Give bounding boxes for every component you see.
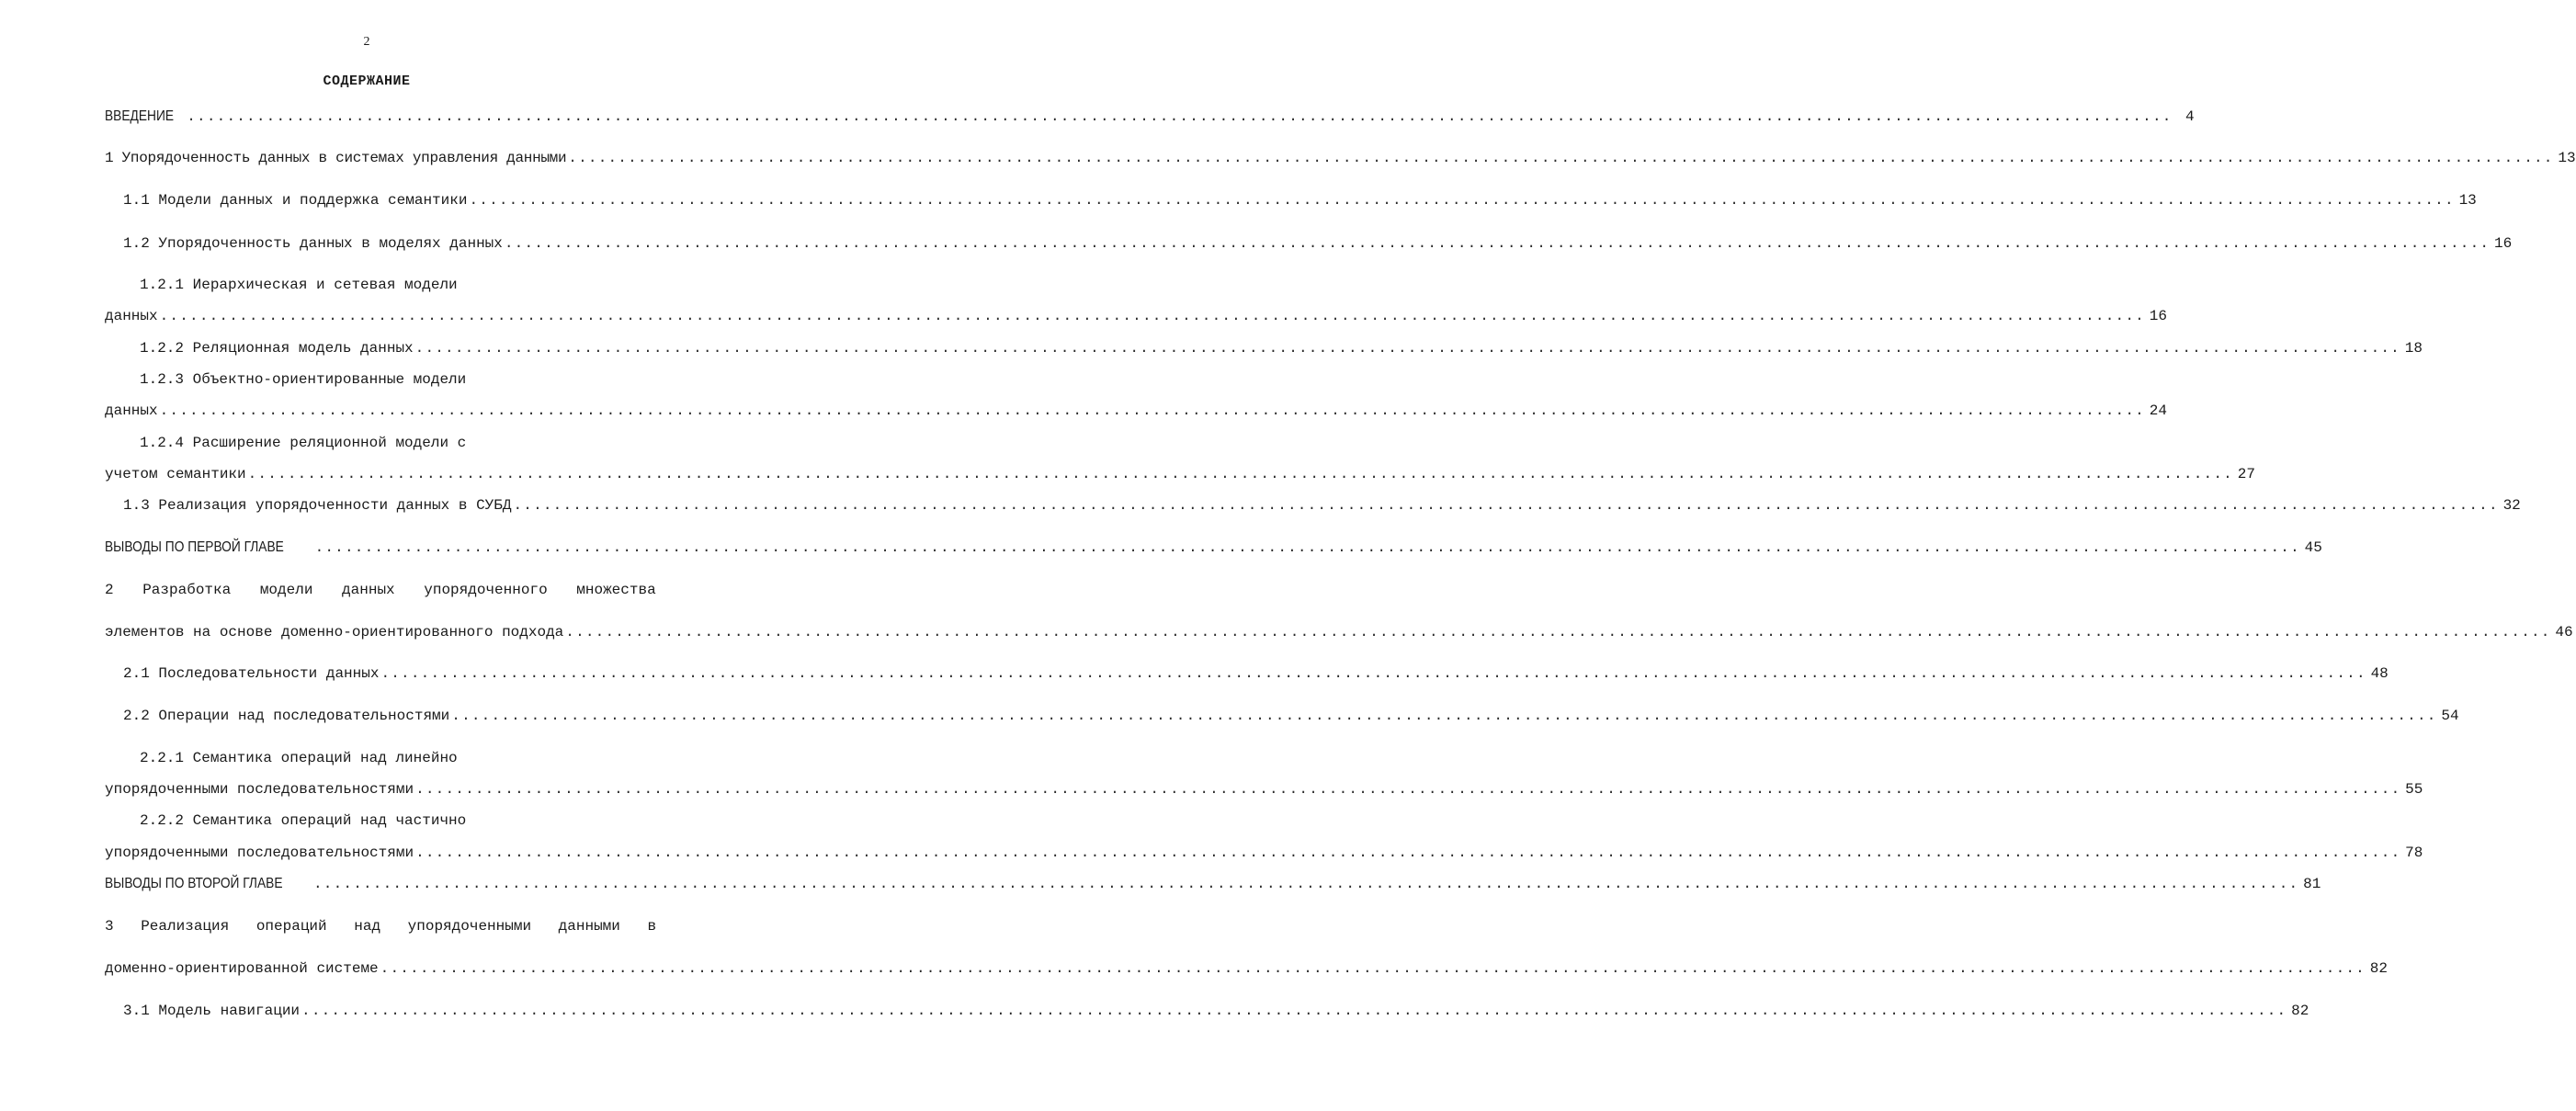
toc-page: 4 bbox=[2184, 108, 2195, 125]
page-number: 2 bbox=[363, 35, 370, 49]
toc-entry-section-1-2-1[interactable] bbox=[105, 306, 2167, 326]
dot-leader: ........................................................................................................................................................................................................ bbox=[415, 781, 2401, 798]
dot-leader: ........................................................................................................................................................................................................ bbox=[187, 108, 2173, 125]
toc-page: 13 bbox=[2558, 150, 2576, 166]
toc-entry-section-2-2[interactable] bbox=[123, 706, 2459, 726]
toc-entry-section-1-2-4-line1: 1.2.4 Расширение реляционной модели с bbox=[140, 435, 467, 451]
toc-entry-section-1-2-4[interactable] bbox=[105, 464, 2255, 484]
toc-page: 82 bbox=[2291, 1003, 2309, 1019]
toc-page: 45 bbox=[2304, 539, 2322, 556]
toc-label: доменно-ориентированной системе bbox=[105, 960, 379, 977]
toc-label: данных bbox=[105, 308, 158, 324]
toc-label: упорядоченными последовательностями bbox=[105, 845, 414, 861]
toc-label: элементов на основе доменно-ориентированного подхода bbox=[105, 624, 564, 641]
toc-entry-section-3-1[interactable] bbox=[123, 1001, 2309, 1021]
toc-entry-chapter-2-line1: 2 Разработка модели данных упорядоченного множества bbox=[105, 582, 656, 598]
toc-entry-section-2-2-1[interactable] bbox=[105, 779, 2423, 799]
toc-page: 54 bbox=[2441, 708, 2459, 724]
toc-label: 1 Упорядоченность данных в системах управления данными bbox=[105, 150, 567, 166]
toc-page: 46 bbox=[2555, 624, 2573, 641]
toc-label: 2.1 Последовательности данных bbox=[123, 665, 380, 682]
toc-page: 27 bbox=[2237, 466, 2255, 482]
toc-entry-conclusions-1[interactable] bbox=[105, 538, 2322, 558]
dot-leader: ........................................................................................................................................................................................................ bbox=[414, 340, 2400, 357]
toc-page: 82 bbox=[2369, 960, 2388, 977]
toc-entry-section-2-2-2-line1: 2.2.2 Семантика операций над частично bbox=[140, 812, 467, 829]
toc-entry-section-1-1[interactable] bbox=[123, 190, 2477, 210]
toc-entry-section-1-2[interactable] bbox=[123, 233, 2513, 254]
toc-label: данных bbox=[105, 402, 158, 419]
dot-leader: ........................................................................................................................................................................................................ bbox=[380, 960, 2366, 977]
dot-leader: ........................................................................................................................................................................................................ bbox=[159, 308, 2145, 324]
toc-entry-chapter-1[interactable] bbox=[105, 148, 2576, 168]
dot-leader: ........................................................................................................................................................................................................ bbox=[451, 708, 2437, 724]
toc-page: 32 bbox=[2502, 497, 2521, 514]
toc-entry-conclusions-2[interactable] bbox=[105, 874, 2321, 894]
toc-page: 16 bbox=[2493, 235, 2513, 252]
toc-entry-section-2-1[interactable] bbox=[123, 663, 2389, 684]
toc-label: ВЫВОДЫ ПО ПЕРВОЙ ГЛАВЕ bbox=[105, 539, 284, 555]
dot-leader: ........................................................................................................................................................................................................ bbox=[159, 402, 2145, 419]
dot-leader: ........................................................................................................................................................................................................ bbox=[301, 1003, 2287, 1019]
toc-label: упорядоченными последовательностями bbox=[105, 781, 414, 798]
dot-leader: ........................................................................................................................................................................................................ bbox=[504, 235, 2491, 252]
toc-page: 48 bbox=[2370, 665, 2389, 682]
toc-page: 13 bbox=[2458, 192, 2477, 209]
toc-entry-chapter-2[interactable] bbox=[105, 622, 2573, 642]
dot-leader: ........................................................................................................................................................................................................ bbox=[565, 624, 2551, 641]
toc-label: ВВЕДЕНИЕ bbox=[105, 108, 175, 124]
page-title: СОДЕРЖАНИЕ bbox=[323, 74, 411, 89]
toc-entry-intro[interactable] bbox=[105, 107, 2195, 127]
toc-entry-section-1-2-1-line1: 1.2.1 Иерархическая и сетевая модели bbox=[140, 277, 458, 293]
toc-entry-chapter-3[interactable] bbox=[105, 958, 2388, 979]
toc-entry-section-1-2-3-line1: 1.2.3 Объектно-ориентированные модели bbox=[140, 371, 467, 388]
toc-page: 78 bbox=[2405, 845, 2423, 861]
toc-label: 3.1 Модель навигации bbox=[123, 1003, 301, 1019]
toc-page: 18 bbox=[2404, 340, 2423, 357]
toc-page: 81 bbox=[2303, 876, 2321, 892]
dot-leader: ........................................................................................................................................................................................................ bbox=[469, 192, 2455, 209]
toc-entry-section-1-2-3[interactable] bbox=[105, 401, 2167, 421]
toc-page: 16 bbox=[2149, 308, 2167, 324]
toc-label: 2.2 Операции над последовательностями bbox=[123, 708, 450, 724]
dot-leader: ........................................................................................................................................................................................................ bbox=[313, 876, 2299, 892]
toc-label: 1.2 Упорядоченность данных в моделях данных bbox=[123, 235, 503, 252]
toc-label: учетом семантики bbox=[105, 466, 246, 482]
toc-label: ВЫВОДЫ ПО ВТОРОЙ ГЛАВЕ bbox=[105, 876, 283, 891]
dot-leader: ........................................................................................................................................................................................................ bbox=[415, 845, 2401, 861]
toc-page: 55 bbox=[2405, 781, 2423, 798]
toc-entry-chapter-3-line1: 3 Реализация операций над упорядоченными данными в bbox=[105, 918, 657, 935]
dot-leader: ........................................................................................................................................................................................................ bbox=[513, 497, 2499, 514]
toc-entry-section-2-2-2[interactable] bbox=[105, 843, 2423, 863]
toc-page: 24 bbox=[2149, 402, 2167, 419]
dot-leader: ........................................................................................................................................................................................................ bbox=[568, 150, 2554, 166]
toc-label: 1.1 Модели данных и поддержка семантики bbox=[123, 192, 468, 209]
dot-leader: ........................................................................................................................................................................................................ bbox=[247, 466, 2233, 482]
toc-label: 1.2.2 Реляционная модель данных bbox=[140, 340, 414, 357]
toc-entry-section-1-3[interactable] bbox=[123, 495, 2521, 516]
toc-entry-section-1-2-2[interactable] bbox=[140, 338, 2423, 358]
toc-entry-section-2-2-1-line1: 2.2.1 Семантика операций над линейно bbox=[140, 750, 458, 766]
dot-leader: ........................................................................................................................................................................................................ bbox=[380, 665, 2366, 682]
toc-label: 1.3 Реализация упорядоченности данных в СУБД bbox=[123, 497, 512, 514]
dot-leader: ........................................................................................................................................................................................................ bbox=[314, 539, 2300, 556]
